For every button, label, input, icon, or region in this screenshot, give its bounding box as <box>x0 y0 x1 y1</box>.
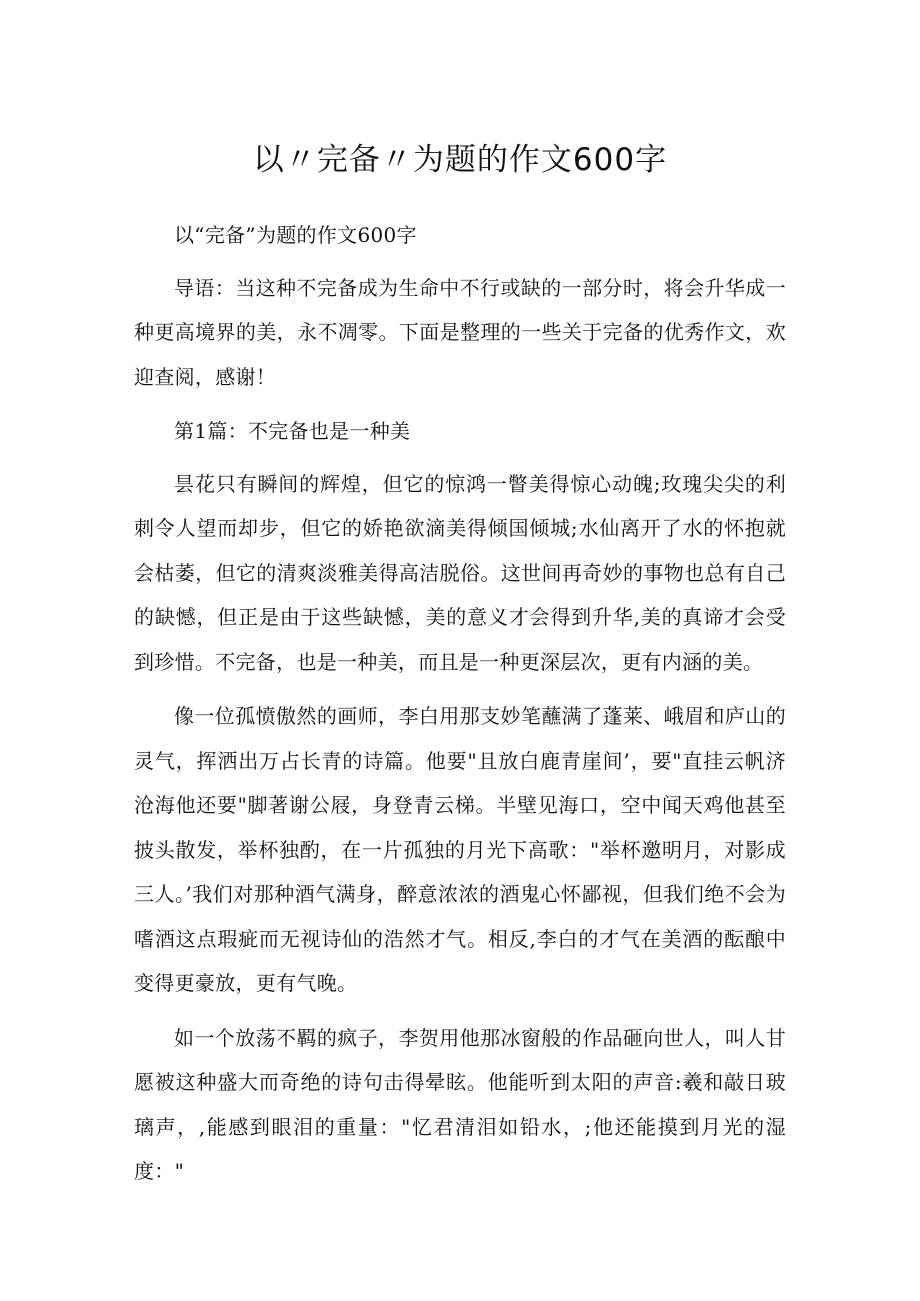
document-title: 以〃完备〃为题的作文600字 <box>252 142 668 178</box>
section-heading: 第1篇：不完备也是一种美 <box>174 419 411 443</box>
document-body <box>134 213 786 1204</box>
essay-subtitle: 以“完备”为题的作文600字 <box>174 223 417 247</box>
body-paragraph-1: 昙花只有瞬间的辉煌，但它的惊鸿一瞥美得惊心动魄;玫瑰尖尖的利刺令人望而却步，但它的娇艳欲滴美得倾国倾城;水仙离开了水的怀抱就会枯萎，但它的清爽淡雅美得高洁脱俗。这世间再奇妙的事物也总有自己的缺憾，但正是由于这些缺憾，美的意义才会得到升华,美的真谛才会受到珍惜。不完备，也是一种美，而且是一种更深层次，更有内涵的美。 <box>134 471 786 674</box>
intro-paragraph: 导语：当这种不完备成为生命中不行或缺的一部分时，将会升华成一种更高境界的美，永不凋零。下面是整理的一些关于完备的优秀作文，欢迎查阅，感谢！ <box>134 275 786 389</box>
body-paragraph-3: 如一个放荡不羁的疯子，李贺用他那冰窗般的作品砸向世人，叫人甘愿被这种盛大而奇绝的诗句击得晕眩。他能听到太阳的声音:羲和敲日玻璃声，,能感到眼泪的重量："忆君清泪如铅水，;他还能摸到月光的湿度：" <box>134 1025 786 1183</box>
body-paragraph-2: 像一位孤愤傲然的画师，李白用那支妙笔蘸满了蓬莱、峨眉和庐山的灵气，挥洒出万占长青的诗篇。他要"且放白鹿青崖间’，要"直挂云帆济沧海他还要"脚著谢公屐，身登青云梯。半壁见海口，空中闻天鸡他甚至披头散发，举杯独酌，在一片孤独的月光下高歌："举杯邀明月，对影成三人。’我们对那种酒气满身，醉意浓浓的酒鬼心怀鄙视，但我们绝不会为嗜酒这点瑕疵而无视诗仙的浩然才气。相反,李白的才气在美酒的酝酿中变得更豪放，更有气晚。 <box>134 704 786 995</box>
